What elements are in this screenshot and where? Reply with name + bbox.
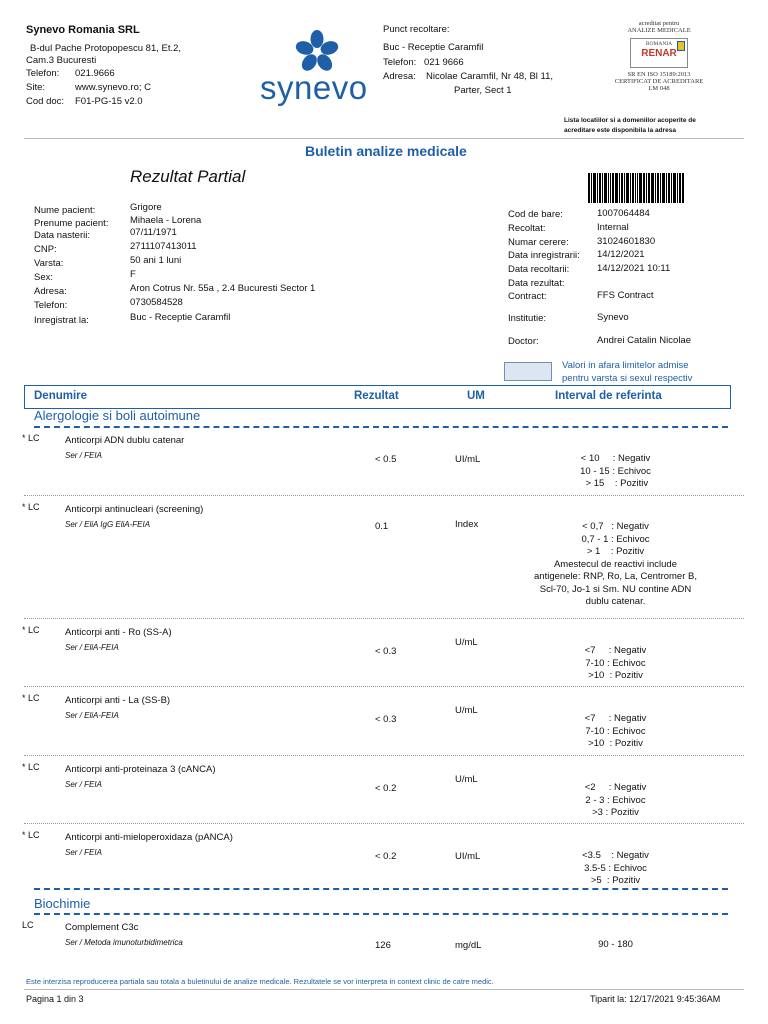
section-divider — [34, 426, 728, 428]
patient-field-label: CNP: — [34, 244, 57, 255]
collection-address-label: Adresa: — [383, 71, 416, 82]
section-title: Alergologie si boli autoimune — [34, 408, 201, 423]
company-doc-code-label: Cod doc: — [26, 96, 65, 107]
reference-line: <7 : Negativ — [584, 713, 647, 724]
test-result: < 0.3 — [375, 646, 397, 657]
synevo-logo — [258, 22, 376, 112]
reference-line: 3.5-5 : Echivoc — [584, 862, 647, 874]
print-timestamp: Tiparit la: 12/17/2021 9:45:36AM — [590, 994, 721, 1004]
row-divider — [24, 495, 744, 496]
renar-shield-icon — [677, 41, 685, 51]
order-field-value: 14/12/2021 — [597, 249, 645, 260]
test-method: Ser / FEIA — [65, 780, 102, 789]
header-divider — [24, 138, 744, 139]
order-field-value: Andrei Catalin Nicolae — [597, 335, 691, 346]
reference-line: 0,7 - 1 : Echivoc — [581, 533, 650, 545]
header-um: UM — [467, 390, 485, 402]
test-method: Ser / EliA-FEIA — [65, 711, 119, 720]
test-name: Anticorpi anti - Ro (SS-A) — [65, 627, 172, 638]
test-name: Anticorpi anti - La (SS-B) — [65, 695, 171, 706]
company-tel-label: Telefon: — [26, 68, 60, 79]
legend-line1: Valori in afara limitelor admise — [562, 360, 689, 371]
row-divider — [24, 823, 744, 824]
test-method: Ser / Metoda imunoturbidimetrica — [65, 938, 183, 947]
legend-line2: pentru varsta si sexul respectiv — [562, 373, 693, 384]
reference-line: 2 - 3 : Echivoc — [585, 794, 646, 806]
patient-field-value: Aron Cotrus Nr. 55a , 2.4 Bucuresti Sector 1 — [130, 283, 316, 294]
patient-field-value: 2711107413011 — [130, 241, 197, 252]
patient-field-value: 07/11/1971 — [130, 227, 177, 238]
order-field-value: FFS Contract — [597, 290, 654, 301]
collection-address-line1: Nicolae Caramfil, Nr 48, Bl 11, — [426, 71, 554, 82]
test-method: Ser / EliA-FEIA — [65, 643, 119, 652]
accreditation-block — [596, 20, 722, 116]
company-site: www.synevo.ro; C — [75, 82, 152, 93]
accreditation-line2: ANALIZE MEDICALE — [627, 27, 691, 34]
results-table-header — [24, 385, 731, 409]
patient-field-label: Varsta: — [34, 258, 64, 269]
reference-line: >10 : Pozitiv — [588, 670, 643, 681]
patient-field-label: Adresa: — [34, 286, 67, 297]
company-address-line1: B-dul Pache Protopopescu 81, Et.2, — [30, 43, 182, 54]
section-divider — [34, 888, 728, 890]
order-field-value: 1007064484 — [597, 208, 650, 219]
reference-interval — [478, 850, 753, 888]
test-name: Complement C3c — [65, 922, 139, 933]
test-unit: UI/mL — [455, 851, 481, 862]
order-field-label: Doctor: — [508, 336, 539, 347]
reference-line: <3.5 : Negativ — [582, 850, 649, 861]
reference-line: Scl-70, Jo-1 si Sm. NU contine ADN — [539, 583, 692, 595]
header-rezultat: Rezultat — [354, 390, 399, 402]
test-name: Anticorpi antinucleari (screening) — [65, 504, 204, 515]
patient-field-label: Nume pacient: — [34, 205, 96, 216]
test-name: Anticorpi anti-mieloperoxidaza (pANCA) — [65, 832, 233, 843]
lab-code: * LC — [22, 502, 40, 512]
patient-field-value: 50 ani 1 luni — [130, 255, 182, 266]
barcode-icon — [588, 173, 684, 203]
header-interval: Interval de referinta — [555, 390, 662, 402]
section-divider — [34, 913, 728, 915]
company-site-label: Site: — [26, 82, 46, 93]
renar-seal-country: ROMANIA — [645, 41, 673, 47]
reference-interval — [478, 939, 753, 952]
order-field-label: Institutie: — [508, 313, 547, 324]
collection-title: Punct recoltare: — [383, 24, 450, 35]
collection-address-line2: Parter, Sect 1 — [454, 85, 512, 96]
reference-line: >10 : Pozitiv — [588, 738, 643, 749]
disclaimer: Este interzisa reproducerea partiala sau totala a buletinului de analize medicale. Rezultatele se vor interpreta in context clinic de catre medic. — [26, 977, 494, 986]
patient-field-value: F — [130, 269, 136, 280]
order-field-value: 14/12/2021 10:11 — [597, 263, 671, 274]
test-result: < 0.2 — [375, 783, 397, 794]
accreditation-note-line1: Lista locatiilor si a domeniilor acoperite de — [564, 117, 696, 124]
order-field-label: Recoltat: — [508, 223, 546, 234]
test-unit: U/mL — [455, 705, 478, 716]
patient-field-value: Buc - Receptie Caramfil — [130, 312, 231, 323]
company-name: Synevo Romania SRL — [26, 24, 140, 36]
accreditation-standard: SR EN ISO 15189:2013 — [627, 71, 691, 78]
reference-line: > 1 : Pozitiv — [586, 546, 645, 557]
collection-name: Buc - Receptie Caramfil — [383, 42, 484, 53]
test-result: < 0.3 — [375, 714, 397, 725]
order-field-label: Data inregistrarii: — [508, 250, 580, 261]
row-divider — [24, 686, 744, 687]
section-title: Biochimie — [34, 896, 91, 911]
company-doc-code: F01-PG-15 v2.0 — [75, 96, 143, 107]
order-field-value: Synevo — [597, 312, 629, 323]
reference-line: >3 : Pozitiv — [592, 807, 639, 818]
accreditation-number: LM 048 — [648, 85, 670, 92]
order-field-label: Numar cerere: — [508, 237, 569, 248]
reference-line: 7-10 : Echivoc — [585, 657, 646, 669]
patient-field-label: Inregistrat la: — [34, 315, 89, 326]
reference-line: 7-10 : Echivoc — [585, 725, 646, 737]
reference-line: 10 - 15 : Echivoc — [580, 465, 651, 477]
document-title: Buletin analize medicale — [305, 143, 467, 159]
reference-line: dublu catenar. — [585, 596, 646, 607]
document-subtitle: Rezultat Partial — [130, 167, 246, 186]
order-field-label: Data recoltarii: — [508, 264, 570, 275]
lab-code: * LC — [22, 433, 40, 443]
patient-field-label: Telefon: — [34, 300, 68, 311]
lab-code: * LC — [22, 762, 40, 772]
order-field-value: Internal — [597, 222, 629, 233]
renar-seal — [630, 38, 688, 68]
test-name: Anticorpi anti-proteinaza 3 (cANCA) — [65, 764, 216, 775]
reference-line: >5 : Pozitiv — [590, 875, 641, 886]
footer-divider — [24, 989, 744, 990]
reference-interval — [478, 782, 753, 820]
test-result: < 0.2 — [375, 851, 397, 862]
reference-line: < 10 : Negativ — [580, 453, 651, 464]
reference-line: <7 : Negativ — [584, 645, 647, 656]
collection-tel: 021 9666 — [424, 57, 464, 68]
test-unit: Index — [455, 519, 479, 530]
test-unit: UI/mL — [455, 454, 481, 465]
test-result: 126 — [375, 940, 391, 951]
lab-code: * LC — [22, 625, 40, 635]
accreditation-note-line2: acreditare este disponibila la adresa — [564, 127, 676, 134]
reference-interval — [478, 521, 753, 609]
page-number: Pagina 1 din 3 — [26, 994, 84, 1004]
legend-swatch — [504, 362, 552, 381]
reference-interval — [478, 713, 753, 751]
order-field-label: Data rezultat: — [508, 278, 565, 289]
test-name: Anticorpi ADN dublu catenar — [65, 435, 185, 446]
order-field-label: Cod de bare: — [508, 209, 563, 220]
accreditation-certificate: CERTIFICAT DE ACREDITARE — [614, 78, 704, 85]
reference-interval — [478, 453, 753, 491]
patient-field-label: Data nasterii: — [34, 230, 90, 241]
patient-field-value: 0730584528 — [130, 297, 183, 308]
collection-tel-label: Telefon: — [383, 57, 417, 68]
row-divider — [24, 618, 744, 619]
test-result: 0.1 — [375, 521, 389, 532]
patient-field-value: Grigore — [130, 202, 162, 213]
reference-interval — [478, 645, 753, 683]
patient-field-label: Sex: — [34, 272, 54, 283]
order-field-label: Contract: — [508, 291, 547, 302]
patient-field-value: Mihaela - Lorena — [130, 215, 202, 226]
accreditation-line1: acreditat pentru — [638, 20, 680, 27]
lab-code: * LC — [22, 830, 40, 840]
company-address-line2: Cam.3 Bucuresti — [26, 55, 97, 66]
test-method: Ser / EliA IgG EliA-FEIA — [65, 520, 151, 529]
test-unit: U/mL — [455, 774, 478, 785]
reference-line: antigenele: RNP, Ro, La, Centromer B, — [534, 571, 697, 582]
order-field-value: 31024601830 — [597, 236, 656, 247]
renar-seal-name: RENAR — [641, 48, 677, 59]
company-tel: 021.9666 — [75, 68, 115, 79]
lab-code: LC — [22, 920, 34, 930]
reference-line: <2 : Negativ — [584, 782, 647, 793]
reference-line: Amestecul de reactivi include — [553, 558, 678, 570]
test-method: Ser / FEIA — [65, 451, 102, 460]
reference-line: < 0,7 : Negativ — [582, 521, 649, 532]
test-unit: mg/dL — [455, 940, 482, 951]
test-result: < 0.5 — [375, 454, 397, 465]
header-denumire: Denumire — [34, 390, 88, 402]
test-method: Ser / FEIA — [65, 848, 102, 857]
row-divider — [24, 755, 744, 756]
reference-line: 90 - 180 — [598, 939, 633, 950]
logo-wordmark: synevo — [260, 69, 368, 106]
patient-field-label: Prenume pacient: — [34, 218, 109, 229]
reference-line: > 15 : Pozitiv — [582, 478, 649, 489]
test-unit: U/mL — [455, 637, 478, 648]
lab-code: * LC — [22, 693, 40, 703]
